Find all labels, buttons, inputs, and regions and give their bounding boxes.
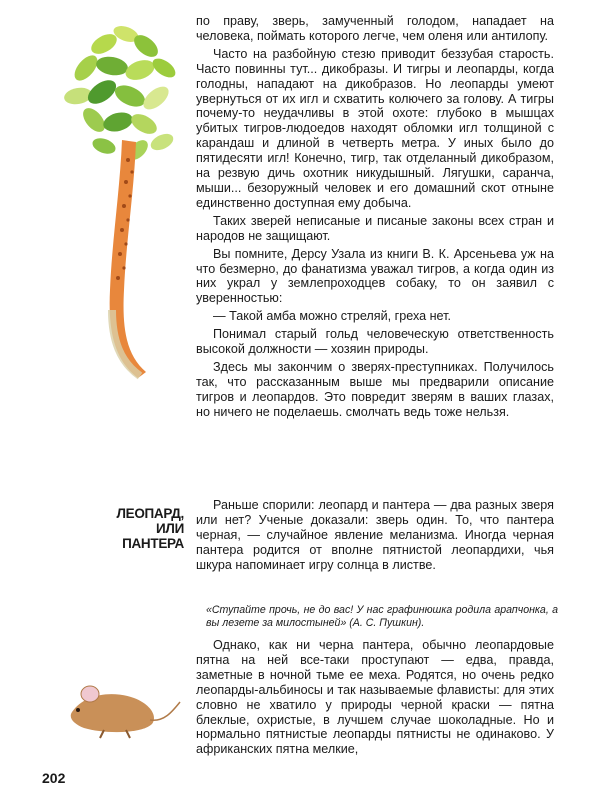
main-text-top (196, 14, 554, 423)
section-title-line: ЛЕОПАРД, (116, 506, 184, 521)
epigraph-quote: «Ступайте прочь, не до вас! У нас графинюшка родила арапчонка, а вы лезете за милостыней» (А. С. Пушкин). (206, 604, 558, 629)
leopard-section-text (196, 498, 554, 576)
paragraph: Часто на разбойную стезю приводит беззубая старость. Часто повинны тут... дикобразы. И тигры и леопарды, когда голодны, нападают на дикобразов. Но леопарды умеют увернуться от их игл и схватить колючего за голову. А тигры почему-то неудачливы в этой охоте: глубоко в мышцах убитых тигров-людоедов находят обломки игл толщиной с карандаш и длиной в четверть метра. У иных было до пятидесяти игл! Конечно, тигр, так отделанный дикобразом, на резвую дичь охотник никудышный. Лягушки, саранча, мыши... безоружный человек и его домашний скот отныне единственно доступная ему добыча. (196, 46, 554, 210)
section-title (104, 506, 184, 551)
paragraph: по праву, зверь, замученный голодом, нападает на человека, поймать которого легче, чем оленя или антилопу. (196, 14, 554, 43)
paragraph: Раньше спорили: леопард и пантера — два разных зверя или нет? Ученые доказали: зверь один. То, что пантера черная, — случайное явление меланизма. Иногда черная пантера родится от вполне пятнистой леопардихи, чья шкура напоминает игру солнца в листве. (196, 498, 554, 572)
paragraph: Вы помните, Дерсу Узала из книги В. К. Арсеньева уж на что безмерно, до фанатизма уважал тигров, а когда один из них украл у землепроходцев собаку, то он заявил с уверенностью: (196, 246, 554, 306)
mouse-illustration (64, 672, 184, 742)
paragraph: Однако, как ни черна пантера, обычно леопардовые пятна на ней все-таки проступают — едва, правда, заметные в ночной тьме ее меха. Родятся, но очень редко леопарды-альбиносы и так называемые флависты: для этих словно не хватило у природы черной краски — пятна блеклые, охристые, в лучшем случае шоколадные. Но и нормально пятнистые леопарды пятнисты не одинаково. У африканских пятна мелкие, (196, 638, 554, 757)
section-title-line: ПАНТЕРА (122, 536, 184, 551)
paragraph: Таких зверей неписаные и писаные законы всех стран и народов не защищают. (196, 213, 554, 243)
section-title-line: ИЛИ (156, 521, 184, 536)
paragraph: Понимал старый гольд человеческую ответственность высокой должности — хозяин природы. (196, 327, 554, 357)
main-text-bottom (196, 638, 554, 760)
palm-leaves (63, 23, 179, 163)
palm-tree-illustration (42, 10, 192, 390)
paragraph: Здесь мы закончим о зверях-преступниках. Получилось так, что рассказанным выше мы предварили описание тигров и леопардов. Это повредит зверям в ваших глазах, но ничего не поделаешь. смолчать ведь тоже нельзя. (196, 359, 554, 419)
paragraph: — Такой амба можно стреляй, греха нет. (213, 309, 452, 324)
page-number: 202 (42, 770, 66, 786)
